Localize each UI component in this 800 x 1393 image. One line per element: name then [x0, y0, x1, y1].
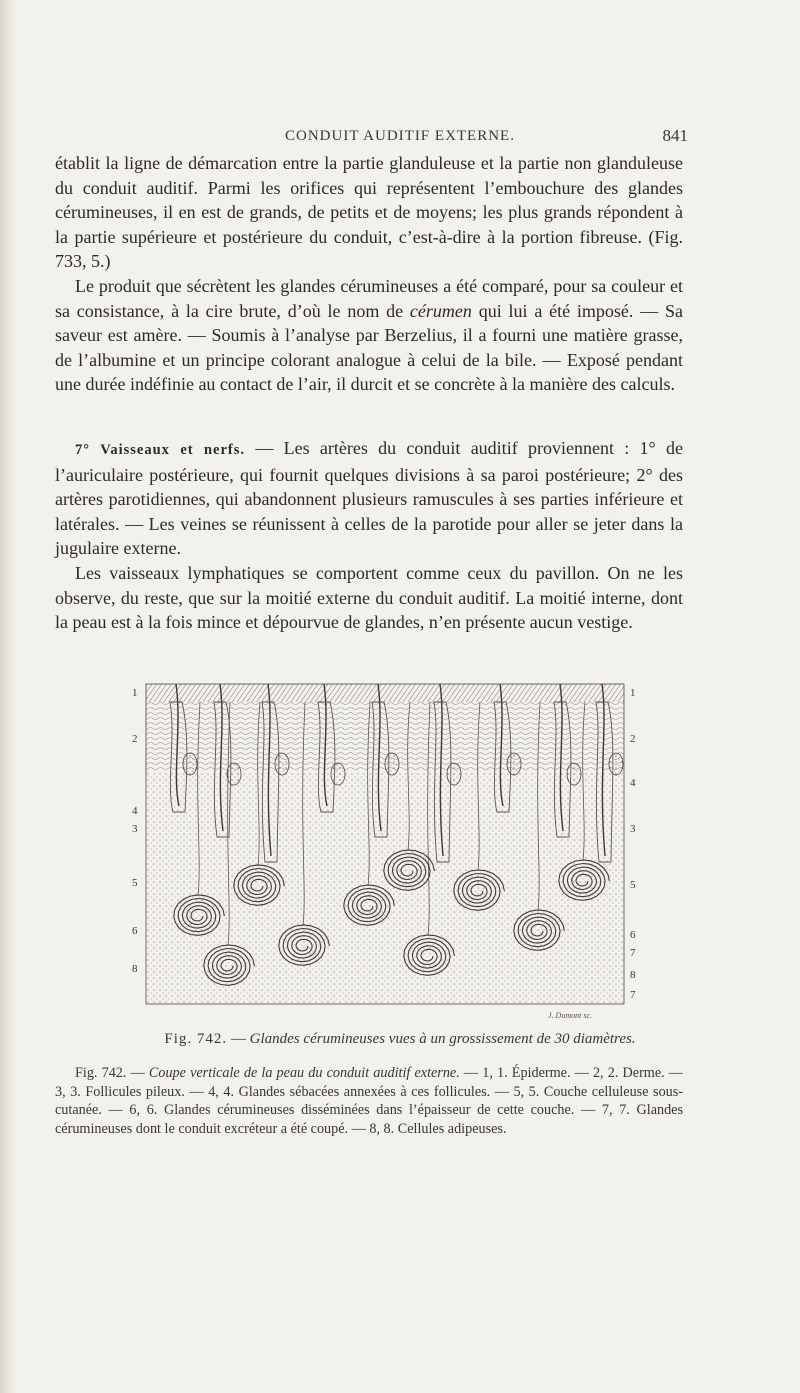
paragraph-4: Les vaisseaux lymphatiques se comportent comme ceux du pavillon. On ne les observe, du reste, que sur la moitié externe du conduit auditif. La moitié interne, dont la peau est à la fois mince et dépourvue de glandes, n’en présente aucun vestige.: [55, 562, 683, 633]
page-edge-shadow: [0, 0, 18, 1393]
running-head: [0, 128, 800, 152]
figure-legend: [55, 1064, 683, 1138]
paragraph-2: [55, 274, 683, 397]
legend-lead: Fig. 742. —: [75, 1065, 149, 1081]
left-callouts: [132, 687, 138, 975]
label-right-5: 5: [630, 879, 636, 891]
label-right-7b: 7: [630, 989, 636, 1001]
paragraph-2-end: qui lui a été imposé. — Sa saveur est amère. — Soumis à l’analyse par Berzelius, il a fourni une matière grasse, de l’albumine et un principe colorant analogue à celui de la bile. — Exposé pendant une durée indéfinie au contact de l’air, il durcit et se concrète à la manière des calculs.: [55, 300, 684, 395]
label-right-1: 1: [630, 687, 636, 699]
figure-label: Fig. 742.: [164, 1031, 228, 1047]
label-right-7: 7: [630, 947, 636, 959]
label-left-5: 5: [132, 877, 138, 889]
label-right-8: 8: [630, 969, 636, 981]
paragraph-2-start: Le produit que sécrètent les glandes cérumineuses a été comparé, pour sa couleur et sa consistance, à la cire brute, d’où le nom de: [55, 275, 683, 321]
page-number: 841: [662, 126, 688, 145]
figure-caption-text: Glandes cérumineuses vues à un grossissement de 30 diamètres.: [249, 1031, 636, 1047]
label-right-3: 3: [630, 823, 636, 835]
label-left-6: 6: [132, 925, 138, 937]
legend-body: — 1, 1. Épiderme. — 2, 2. Derme. — 3, 3. Follicules pileux. — 4, 4. Glandes sébacées annexées à ces follicules. — 5, 5. Couche celluleuse sous-cutanée. — 6, 6. Glandes cérumineuses disséminées dans l’épaisseur de cette couche. — 7, 7. Glandes cérumineuses dont le conduit excréteur a été coupé. — 8, 8. Cellules adipeuses.: [55, 1065, 683, 1137]
legend-title: Coupe verticale de la peau du conduit auditif externe.: [148, 1065, 460, 1081]
figure-skin-section: [128, 676, 648, 1026]
body-text-vessels: [55, 436, 683, 635]
label-left-8: 8: [132, 963, 138, 975]
label-left-1: 1: [132, 687, 138, 699]
label-left-3: 3: [132, 823, 138, 835]
figure-engraving: [128, 676, 648, 1026]
running-title: CONDUIT AUDITIF EXTERNE.: [285, 128, 515, 144]
engraver-signature: J. Dumont sc.: [548, 1011, 592, 1020]
legend-paragraph: [55, 1064, 683, 1138]
paragraph-3: [55, 436, 683, 561]
section-heading-vessels: 7° Vaisseaux et nerfs.: [75, 442, 246, 458]
label-right-6: 6: [630, 929, 636, 941]
body-text-top: [55, 151, 683, 397]
label-right-4: 4: [630, 777, 636, 789]
label-left-2: 2: [132, 733, 138, 745]
term-cerumen: cérumen: [409, 300, 472, 321]
right-callouts: [630, 687, 636, 1001]
label-right-2: 2: [630, 733, 636, 745]
label-left-4: 4: [132, 805, 138, 817]
paragraph-3-body: — Les artères du conduit auditif proviennent : 1° de l’auriculaire postérieure, qui fournit quelques divisions à sa paroi postérieure; 2° des artères parotidiennes, qui abandonnent plusieurs ramuscules à ses parties inférieure et latérales. — Les veines se réunissent à celles de la parotide pour aller se jeter dans la jugulaire externe.: [55, 438, 683, 559]
epidermis-layer: [146, 684, 624, 702]
figure-caption: Fig. 742. — Glandes cérumineuses vues à un grossissement de 30 diamètres.: [164, 1031, 636, 1047]
paragraph-1: établit la ligne de démarcation entre la partie glanduleuse et la partie non glanduleuse du conduit auditif. Parmi les orifices qui représentent l’embouchure des glandes cérumineuses, il en est de grands, de petits et de moyens; les plus grands répondent à la partie supérieure et postérieure du conduit, c’est-à-dire à la portion fibreuse. (Fig. 733, 5.): [55, 153, 683, 272]
